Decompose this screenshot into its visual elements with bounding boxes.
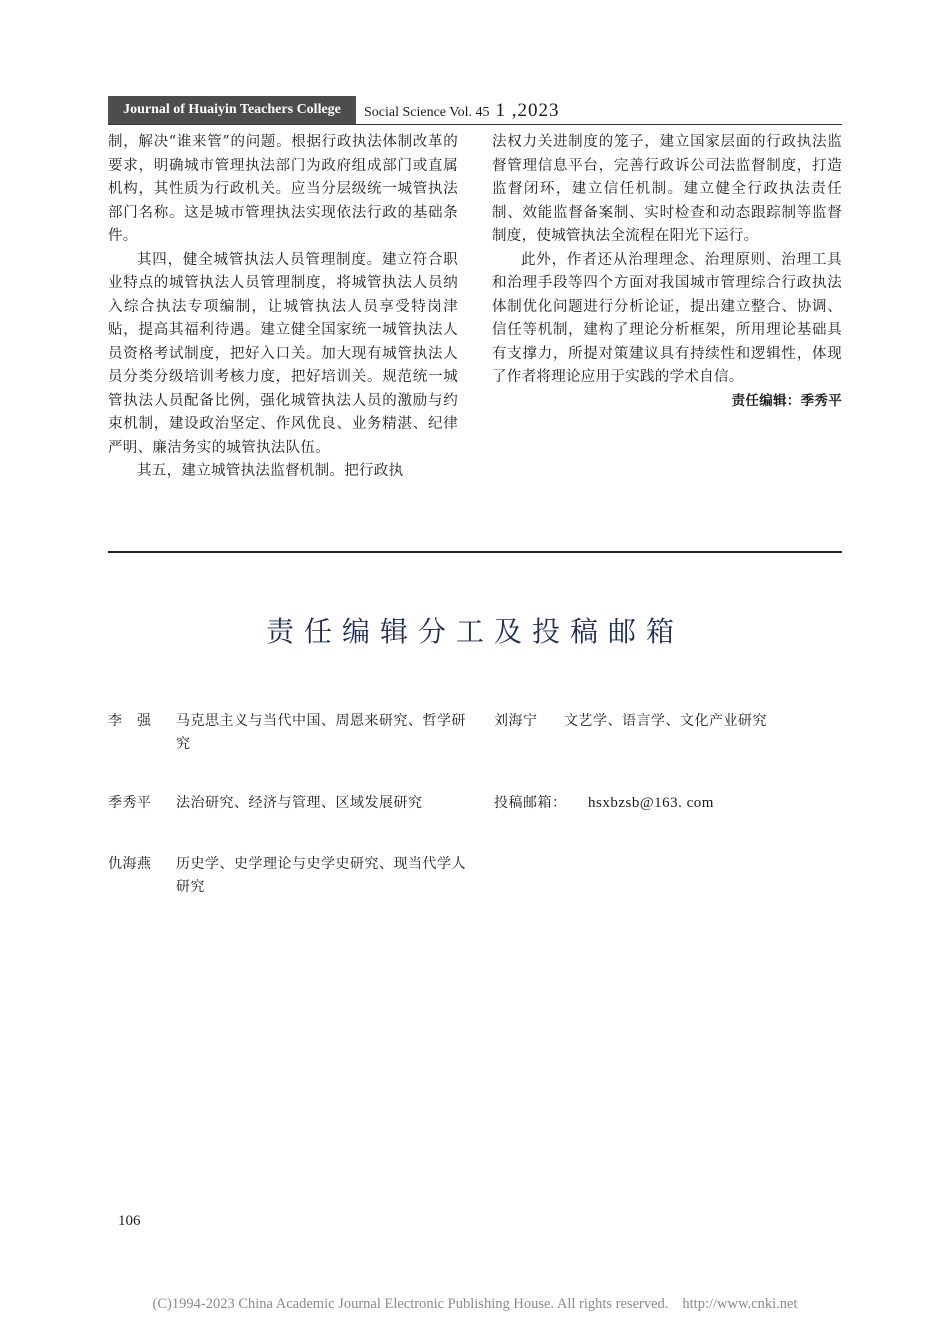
- journal-name-band: [108, 96, 356, 124]
- editor-field: 文艺学、语言学、文化产业研究: [564, 713, 767, 729]
- copyright-footer: [0, 1296, 950, 1313]
- responsible-editor: 责任编辑：季秀平: [731, 392, 842, 409]
- right-column: [492, 131, 842, 413]
- paragraph: 此外，作者还从治理理念、治理原则、治理工具和治理手段等四个方面对我国城市管理综合行政执法体制优化问题进行分析论证，提出建立整合、协调、信任等机制，建构了理论分析框架，所用理论基础具有支撑力，所提对策建议具有持续性和逻辑性，体现了作者将理论应用于实践的学术自信。: [492, 251, 842, 385]
- paragraph: 其五，建立城管执法监督机制。把行政执: [137, 463, 404, 479]
- journal-issue: 1 ,2023: [495, 100, 560, 121]
- footer-url: http://www.cnki.net: [682, 1296, 798, 1312]
- journal-section: Social Science Vol. 45: [364, 105, 490, 120]
- editor-name: 仇海燕: [108, 856, 152, 872]
- email-address: hsxbzsb@163. com: [588, 795, 714, 811]
- paragraph: 其四，健全城管执法人员管理制度。建立符合职业特点的城管执法人员管理制度，将城管执法人员纳入综合执法专项编制，让城管执法人员享受特岗津贴，提高其福利待遇。建立健全国家统一城管执法人员资格考试制度，把好入口关。加大现有城管执法人员分类分级培训考核力度，把好培训关。规范统一城管执法人员配备比例，强化城管执法人员的激励与约束机制，建设政治坚定、作风优良、业务精湛、纪律严明、廉洁务实的城管执法队伍。: [108, 251, 458, 456]
- editor-field: 历史学、史学理论与史学史研究、现当代学人研究: [176, 856, 466, 895]
- header-rule: [108, 124, 842, 125]
- editor-name: 刘海宁: [494, 713, 538, 729]
- journal-name: Journal of Huaiyin Teachers College: [123, 102, 341, 117]
- paragraph: 制，解决“谁来管”的问题。根据行政执法体制改革的要求，明确城市管理执法部门为政府组成部门或直属机构，其性质为行政机关。应当分层级统一城管执法部门名称。这是城市管理执法实现依法行政的基础条件。: [108, 134, 458, 244]
- editor-field: 马克思主义与当代中国、周恩来研究、哲学研究: [176, 713, 466, 752]
- section-title: 责任编辑分工及投稿邮箱: [265, 615, 684, 648]
- page-number: 106: [118, 1213, 141, 1229]
- editor-name: 李 强: [108, 713, 152, 729]
- editor-name: 季秀平: [108, 795, 152, 811]
- copyright-text: (C)1994-2023 China Academic Journal Electronic Publishing House. All rights reserved.: [152, 1296, 669, 1312]
- paragraph: 法权力关进制度的笼子，建立国家层面的行政执法监督管理信息平台，完善行政诉公司法监督制度，打造监督闭环，建立信任机制。建立健全行政执法责任制、效能监督备案制、实时检查和动态跟踪制等监督制度，使城管执法全流程在阳光下运行。: [492, 134, 842, 244]
- section-divider: [108, 551, 842, 553]
- email-label: 投稿邮箱：: [494, 795, 567, 811]
- journal-issue-info: [364, 100, 559, 122]
- editor-field: 法治研究、经济与管理、区域发展研究: [176, 795, 423, 811]
- left-column: [108, 131, 458, 484]
